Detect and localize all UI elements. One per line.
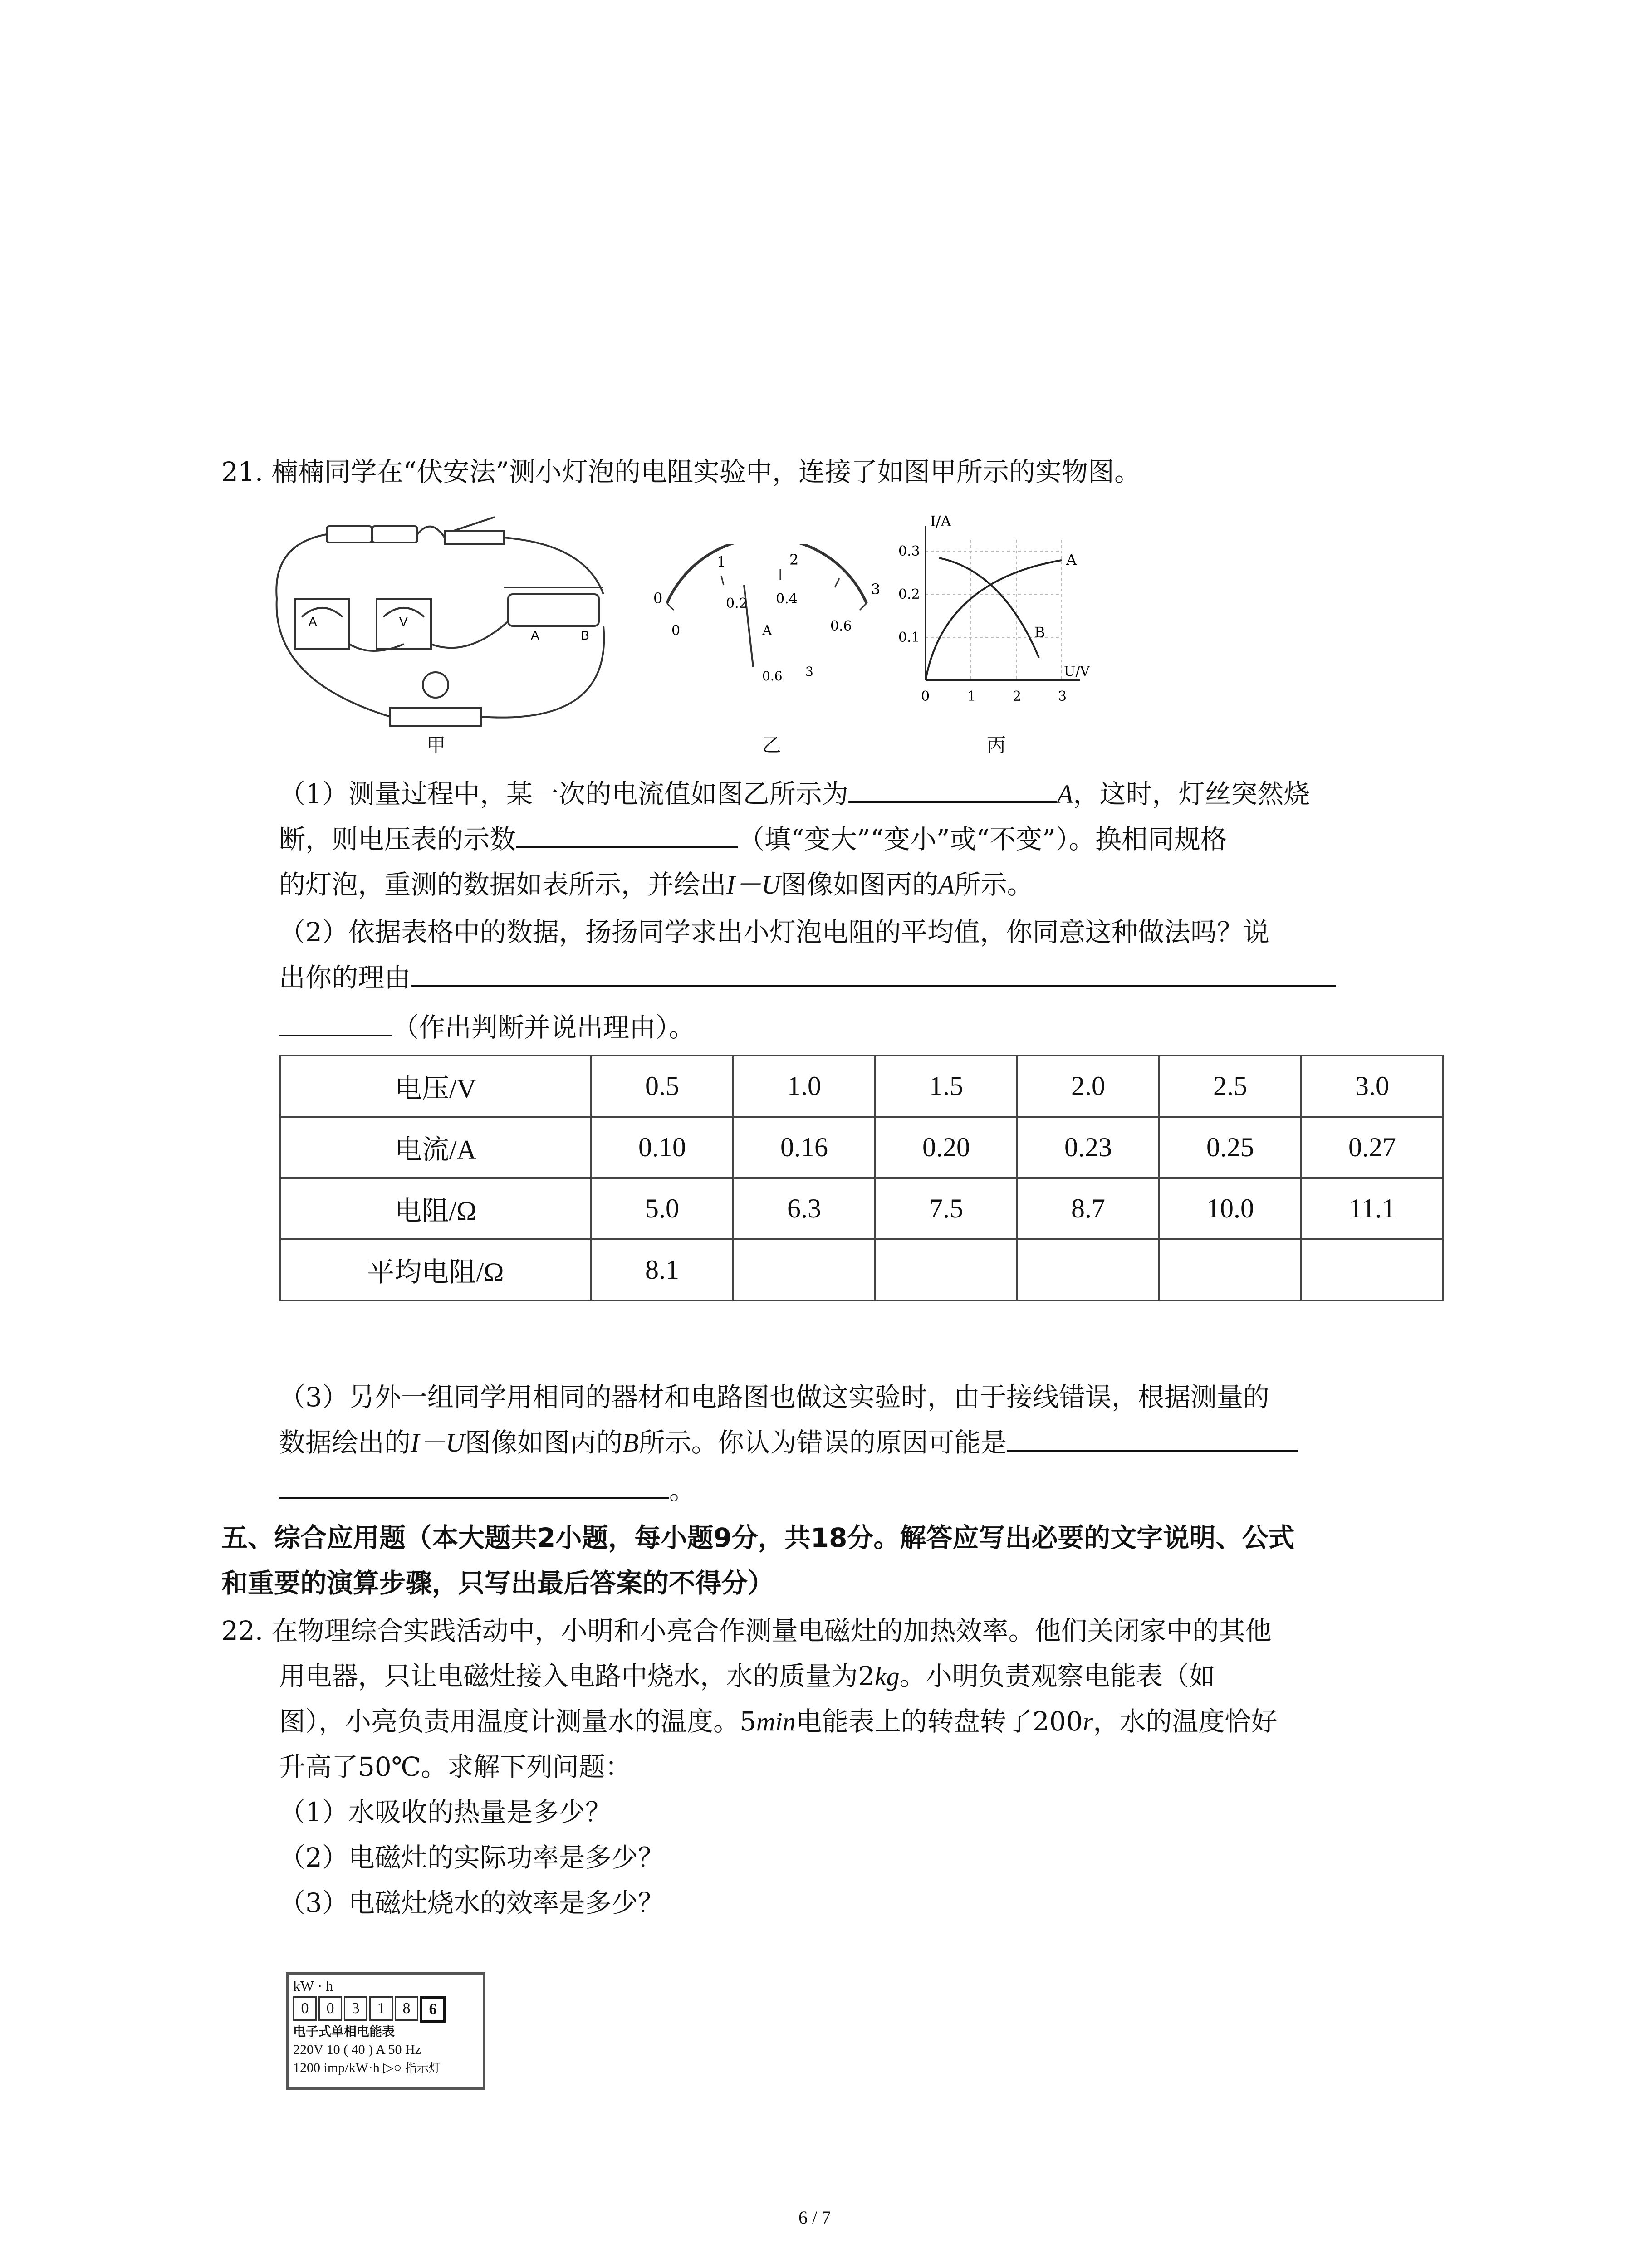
graph-x-tick-3: 3 (1058, 689, 1067, 704)
ammeter-top-3: 3 (871, 581, 881, 598)
table-row (280, 1239, 1443, 1300)
graph-y-tick-1: 0.3 (898, 543, 920, 559)
ammeter-term-1: 0.6 (762, 669, 783, 684)
ammeter-bot-1: 0.2 (726, 596, 748, 611)
curve-a (926, 560, 1062, 680)
fig-label-jia: 甲 (426, 734, 446, 756)
q21-p3-text-b: 图像如图丙的 (465, 1427, 623, 1458)
table-cell: 5.0 (591, 1178, 733, 1239)
graph-x-tick-2: 2 (1013, 689, 1022, 704)
table-cell (875, 1239, 1017, 1300)
q21-p1-text-d: （填“变大”“变小”或“不变”）。换相同规格 (738, 824, 1227, 855)
q21-p2-text-b: （作出判断并说出理由）。 (392, 1012, 696, 1043)
section5-heading-line1: 五、综合应用题（本大题共2小题，每小题9分，共18分。解答应写出必要的文字说明、公式 (221, 1522, 1295, 1553)
q21-p1-text-b: ，这时，灯丝突然烧 (1073, 778, 1310, 809)
graph-y-tick-3: 0.1 (898, 630, 920, 645)
q21-intro: 21. 楠楠同学在“伏安法”测小灯泡的电阻实验中，连接了如图甲所示的实物图。 (221, 456, 1141, 487)
table-cell: 2.5 (1159, 1056, 1301, 1117)
q21-p1-line1 (279, 771, 1310, 817)
meter-digit: 0 (293, 1996, 317, 2021)
ammeter-bot-3: 0.6 (830, 618, 852, 634)
meter-name: 电子式单相电能表 (293, 2024, 395, 2039)
ammeter-top-1: 1 (717, 553, 726, 571)
graph-x-label: U/V (1064, 664, 1090, 679)
meter-digit: 0 (318, 1996, 342, 2021)
graph-y-label: I/A (930, 513, 951, 530)
answer-blank-current[interactable] (848, 773, 1057, 803)
iu-label-2: I－U (411, 1428, 465, 1457)
q21-p3-line1: （3）另外一组同学用相同的器材和电路图也做这实验时，由于接线错误，根据测量的 (279, 1382, 1269, 1413)
unit-kg: kg (874, 1662, 900, 1691)
table-header-cell: 电阻/Ω (280, 1178, 591, 1239)
q21-p3-text-a: 数据绘出的 (279, 1427, 411, 1458)
figure-yi-ammeter (649, 544, 885, 689)
curve-a-ref: A (938, 870, 955, 899)
svg-text:A: A (309, 615, 317, 629)
q22-text-d: 电能表上的转盘转了200 (795, 1706, 1083, 1737)
table-row (280, 1117, 1443, 1178)
table-cell: 0.20 (875, 1117, 1017, 1178)
q21-p3-text-c: 所示。你认为错误的原因可能是 (638, 1427, 1007, 1458)
q21-p1-text-c: 断，则电压表的示数 (279, 824, 516, 855)
table-cell: 1.0 (733, 1056, 875, 1117)
table-row (280, 1178, 1443, 1239)
table-cell: 0.16 (733, 1117, 875, 1178)
table-cell: 8.7 (1017, 1178, 1159, 1239)
svg-text:A: A (531, 628, 539, 642)
q22-question-2: （2）电磁灶的实际功率是多少？ (279, 1842, 664, 1873)
unit-min: min (756, 1707, 796, 1736)
meter-digits (293, 1996, 478, 2023)
graph-x-tick-0: 0 (921, 689, 930, 704)
table-cell (1017, 1239, 1159, 1300)
meter-digit-decimal: 6 (420, 1996, 446, 2023)
table-row (280, 1056, 1443, 1117)
table-cell: 0.27 (1301, 1117, 1443, 1178)
q21-p3-line2 (279, 1420, 1298, 1466)
ammeter-unit: A (762, 623, 772, 639)
table-cell: 1.5 (875, 1056, 1017, 1117)
svg-text:V: V (399, 615, 408, 629)
graph-curve-a-label: A (1066, 551, 1077, 568)
figure-jia-circuit (268, 508, 640, 748)
ammeter-bot-0: 0 (671, 623, 681, 639)
svg-text:B: B (581, 628, 589, 642)
q21-p2-text-a: 出你的理由 (279, 962, 411, 993)
ammeter-top-0: 0 (653, 590, 663, 607)
q22-line1: 22. 在物理综合实践活动中，小明和小亮合作测量电磁灶的加热效率。他们关闭家中的其他 (221, 1615, 1272, 1646)
unit-a: A (1057, 779, 1073, 809)
q21-p1-line3 (279, 862, 1034, 908)
table-cell: 0.10 (591, 1117, 733, 1178)
q21-p1-text-f: 图像如图丙的 (780, 869, 939, 900)
q21-p2-line2 (279, 955, 1336, 1000)
answer-blank-reason-2[interactable] (279, 1007, 392, 1036)
table-cell: 2.0 (1017, 1056, 1159, 1117)
table-cell: 10.0 (1159, 1178, 1301, 1239)
table-cell (1301, 1239, 1443, 1300)
graph-y-tick-2: 0.2 (898, 587, 920, 602)
fig-label-bing: 丙 (987, 734, 1006, 756)
unit-r: r (1083, 1707, 1093, 1736)
meter-rating: 220V 10 ( 40 ) A 50 Hz (293, 2042, 421, 2057)
figure-bing-graph (889, 508, 1130, 717)
q22-text-e: ，水的温度恰好 (1093, 1706, 1278, 1737)
q22-question-3: （3）电磁灶烧水的效率是多少？ (279, 1887, 664, 1918)
table-cell: 3.0 (1301, 1056, 1443, 1117)
q22-text-c: 图），小亮负责用温度计测量水的温度。5 (279, 1706, 756, 1737)
indicator-icon: ▷○ (383, 2060, 402, 2075)
table-cell: 6.3 (733, 1178, 875, 1239)
q22-line2 (279, 1653, 1215, 1699)
ammeter-top-2: 2 (789, 551, 799, 568)
q21-p3-end: 。 (669, 1475, 696, 1505)
q21-p1-line2 (279, 816, 1227, 862)
q21-p3-line3 (279, 1467, 696, 1513)
q22-text-b: 。小明负责观察电能表（如 (899, 1661, 1215, 1691)
table-cell: 0.23 (1017, 1117, 1159, 1178)
graph-curve-b-label: B (1034, 624, 1045, 641)
table-cell: 0.25 (1159, 1117, 1301, 1178)
section5-heading-line2: 和重要的演算步骤，只写出最后答案的不得分） (221, 1568, 774, 1598)
table-header-cell: 电压/V (280, 1056, 591, 1117)
energy-meter-figure (286, 1972, 485, 2090)
table-cell: 7.5 (875, 1178, 1017, 1239)
table-cell (733, 1239, 875, 1300)
table-cell: 11.1 (1301, 1178, 1443, 1239)
q21-p2-line1: （2）依据表格中的数据，扬扬同学求出小灯泡电阻的平均值，你同意这种做法吗？说 (279, 917, 1269, 948)
data-table (279, 1055, 1444, 1301)
table-header-cell: 平均电阻/Ω (280, 1239, 591, 1300)
iu-label: I－U (726, 870, 781, 899)
q21-p1-text-a: （1）测量过程中，某一次的电流值如图乙所示为 (279, 778, 848, 809)
meter-digit: 8 (395, 1996, 418, 2021)
q22-question-1: （1）水吸收的热量是多少？ (279, 1797, 612, 1828)
table-header-cell: 电流/A (280, 1117, 591, 1178)
page-number: 6 / 7 (798, 2207, 831, 2228)
curve-b-ref: B (622, 1428, 639, 1457)
curve-b (939, 558, 1039, 658)
fig-label-yi: 乙 (762, 734, 782, 756)
answer-blank-error-1[interactable] (1007, 1422, 1298, 1452)
q22-text-a: 用电器，只让电磁灶接入电路中烧水，水的质量为2 (279, 1661, 875, 1691)
table-cell (1159, 1239, 1301, 1300)
q21-p1-text-e: 的灯泡，重测的数据如表所示，并绘出 (279, 869, 727, 900)
meter-constant-row (293, 2059, 478, 2077)
q22-line3 (279, 1699, 1277, 1745)
answer-blank-error-2[interactable] (279, 1469, 669, 1499)
meter-digit: 3 (344, 1996, 367, 2021)
q21-p1-text-g: 所示。 (954, 869, 1034, 900)
table-cell: 0.5 (591, 1056, 733, 1117)
meter-indicator-label: 指示灯 (405, 2062, 441, 2075)
meter-constant: 1200 imp/kW·h (293, 2060, 380, 2075)
answer-blank-reason-1[interactable] (411, 957, 1336, 987)
meter-unit: kW · h (293, 1978, 333, 1994)
ammeter-term-2: 3 (805, 664, 813, 679)
table-cell: 8.1 (591, 1239, 733, 1300)
q22-line4: 升高了50℃。求解下列问题： (279, 1751, 632, 1782)
graph-x-tick-1: 1 (967, 689, 976, 704)
ammeter-bot-2: 0.4 (776, 591, 798, 607)
answer-blank-voltmeter[interactable] (516, 818, 738, 848)
q21-p2-line3 (279, 1005, 695, 1050)
meter-digit: 1 (369, 1996, 393, 2021)
